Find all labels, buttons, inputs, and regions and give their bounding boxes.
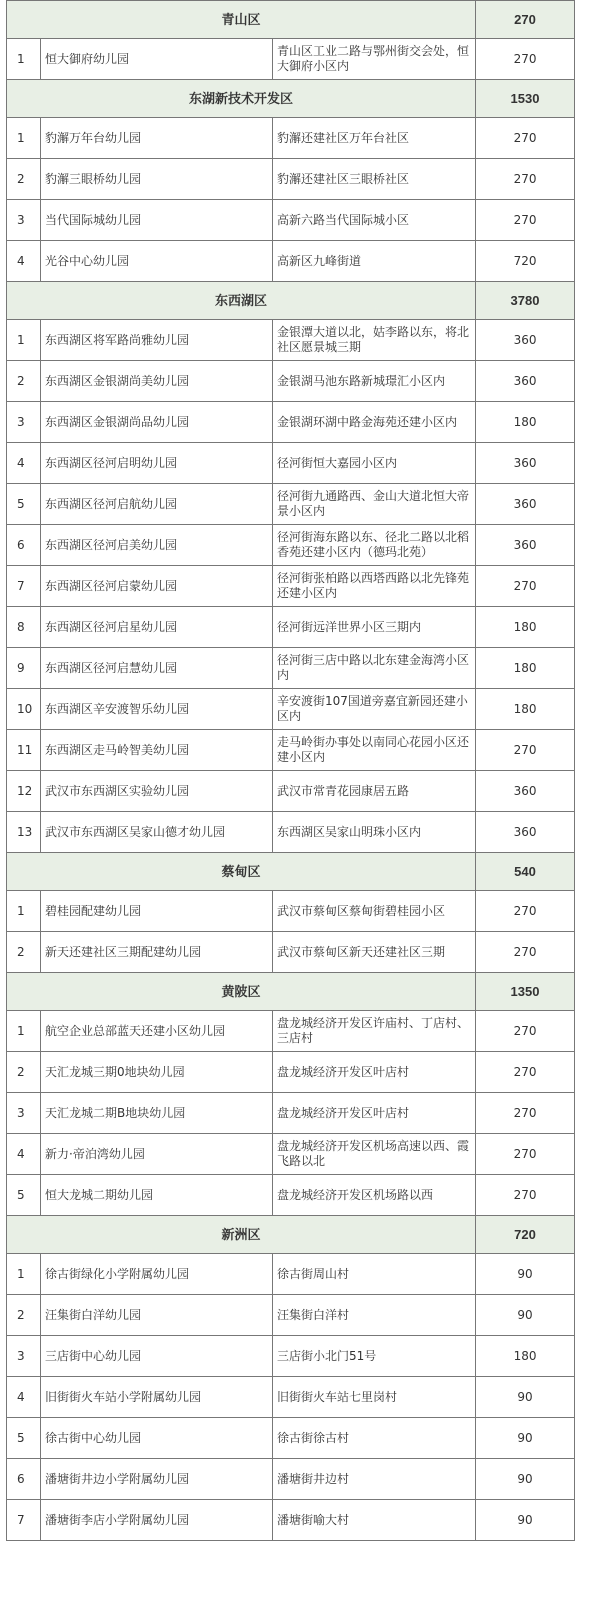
kindergarten-address: [273, 689, 476, 730]
seat-count: 270: [476, 1093, 575, 1134]
address-text: 径河街张柏路以西塔西路以北先锋苑还建小区内: [277, 571, 470, 600]
row-number: 6: [7, 1459, 41, 1500]
address-text: 汪集街白洋村: [277, 1307, 350, 1322]
seat-count: 270: [476, 891, 575, 932]
table-row: [7, 159, 575, 200]
kindergarten-name: 东西湖区径河启航幼儿园: [41, 484, 273, 525]
row-number: 1: [7, 118, 41, 159]
address-text: 盘龙城经济开发区许庙村、丁店村、三店村: [277, 1016, 470, 1045]
kindergarten-address: [273, 1093, 476, 1134]
kindergarten-address: [273, 771, 476, 812]
seat-count: 720: [476, 241, 575, 282]
seat-count: 270: [476, 39, 575, 80]
district-header-row: [7, 853, 575, 891]
seat-count: 180: [476, 607, 575, 648]
kindergarten-address: [273, 1052, 476, 1093]
row-number: 3: [7, 1336, 41, 1377]
kindergarten-address: [273, 730, 476, 771]
address-text: 盘龙城经济开发区机场路以西: [277, 1187, 434, 1202]
kindergarten-name: 潘塘街李店小学附属幼儿园: [41, 1500, 273, 1541]
kindergarten-name: 东西湖区径河启蒙幼儿园: [41, 566, 273, 607]
kindergarten-name: 汪集街白洋幼儿园: [41, 1295, 273, 1336]
address-text: 辛安渡街107国道旁嘉宜新园还建小区内: [277, 694, 468, 723]
table-row: [7, 1175, 575, 1216]
kindergarten-name: 东西湖区径河启星幼儿园: [41, 607, 273, 648]
table-row: [7, 200, 575, 241]
seat-count: 270: [476, 200, 575, 241]
row-number: 1: [7, 1011, 41, 1052]
district-total: 1350: [476, 973, 575, 1011]
district-name: 新洲区: [7, 1216, 476, 1254]
table-row: [7, 689, 575, 730]
kindergarten-address: [273, 484, 476, 525]
district-total: 540: [476, 853, 575, 891]
table-row: [7, 320, 575, 361]
district-name: 蔡甸区: [7, 853, 476, 891]
table-row: [7, 525, 575, 566]
kindergarten-name: 潘塘街井边小学附属幼儿园: [41, 1459, 273, 1500]
row-number: 4: [7, 241, 41, 282]
seat-count: 360: [476, 361, 575, 402]
district-name: 东西湖区: [7, 282, 476, 320]
row-number: 13: [7, 812, 41, 853]
row-number: 4: [7, 443, 41, 484]
address-text: 走马岭街办事处以南同心花园小区还建小区内: [277, 735, 470, 764]
address-text: 金银湖环湖中路金海苑还建小区内: [277, 414, 458, 429]
district-name: 黄陂区: [7, 973, 476, 1011]
row-number: 5: [7, 484, 41, 525]
row-number: 12: [7, 771, 41, 812]
seat-count: 270: [476, 159, 575, 200]
address-text: 径河街远洋世界小区三期内: [277, 619, 422, 634]
seat-count: 90: [476, 1459, 575, 1500]
kindergarten-address: [273, 1254, 476, 1295]
table-body: [7, 1, 575, 1541]
row-number: 3: [7, 402, 41, 443]
seat-count: 180: [476, 1336, 575, 1377]
row-number: 4: [7, 1377, 41, 1418]
seat-count: 90: [476, 1377, 575, 1418]
table-row: [7, 1093, 575, 1134]
seat-count: 90: [476, 1295, 575, 1336]
table-row: [7, 566, 575, 607]
kindergarten-address: [273, 320, 476, 361]
row-number: 1: [7, 39, 41, 80]
table-row: [7, 1377, 575, 1418]
kindergarten-name: 东西湖区走马岭智美幼儿园: [41, 730, 273, 771]
row-number: 2: [7, 1295, 41, 1336]
row-number: 4: [7, 1134, 41, 1175]
kindergarten-name: 东西湖区径河启明幼儿园: [41, 443, 273, 484]
row-number: 9: [7, 648, 41, 689]
address-text: 豹澥还建社区三眼桥社区: [277, 171, 410, 186]
table-row: [7, 730, 575, 771]
district-header-row: [7, 282, 575, 320]
row-number: 5: [7, 1418, 41, 1459]
table-row: [7, 484, 575, 525]
seat-count: 360: [476, 443, 575, 484]
seat-count: 270: [476, 1134, 575, 1175]
address-text: 潘塘街喻大村: [277, 1512, 350, 1527]
table-row: [7, 812, 575, 853]
row-number: 5: [7, 1175, 41, 1216]
table-row: [7, 1418, 575, 1459]
address-text: 径河街海东路以东、径北二路以北稻香苑还建小区内（德玛北苑）: [277, 530, 470, 559]
table-row: [7, 402, 575, 443]
table-row: [7, 771, 575, 812]
row-number: 6: [7, 525, 41, 566]
kindergarten-name: 恒大龙城二期幼儿园: [41, 1175, 273, 1216]
kindergarten-address: [273, 932, 476, 973]
row-number: 1: [7, 891, 41, 932]
kindergarten-address: [273, 1134, 476, 1175]
kindergarten-address: [273, 607, 476, 648]
row-number: 3: [7, 200, 41, 241]
district-total: 3780: [476, 282, 575, 320]
district-total: 270: [476, 1, 575, 39]
seat-count: 270: [476, 730, 575, 771]
row-number: 1: [7, 320, 41, 361]
kindergarten-name: 恒大御府幼儿园: [41, 39, 273, 80]
district-header-row: [7, 1, 575, 39]
kindergarten-name: 旧街街火车站小学附属幼儿园: [41, 1377, 273, 1418]
kindergarten-name: 东西湖区金银湖尚美幼儿园: [41, 361, 273, 402]
kindergarten-name: 碧桂园配建幼儿园: [41, 891, 273, 932]
kindergarten-address: [273, 241, 476, 282]
kindergarten-address: [273, 1011, 476, 1052]
kindergarten-name: 东西湖区将军路尚雅幼儿园: [41, 320, 273, 361]
address-text: 徐古街徐古村: [277, 1430, 350, 1445]
table-row: [7, 1011, 575, 1052]
row-number: 2: [7, 361, 41, 402]
kindergarten-address: [273, 525, 476, 566]
kindergarten-address: [273, 39, 476, 80]
seat-count: 270: [476, 566, 575, 607]
seat-count: 180: [476, 689, 575, 730]
district-header-row: [7, 1216, 575, 1254]
kindergarten-address: [273, 1336, 476, 1377]
address-text: 徐古街周山村: [277, 1266, 350, 1281]
kindergarten-address: [273, 1175, 476, 1216]
kindergarten-address: [273, 566, 476, 607]
district-total: 1530: [476, 80, 575, 118]
kindergarten-name: 东西湖区金银湖尚品幼儿园: [41, 402, 273, 443]
row-number: 2: [7, 159, 41, 200]
address-text: 武汉市蔡甸区新天还建社区三期: [277, 944, 446, 959]
kindergarten-name: 豹澥三眼桥幼儿园: [41, 159, 273, 200]
kindergarten-name: 武汉市东西湖区实验幼儿园: [41, 771, 273, 812]
seat-count: 360: [476, 320, 575, 361]
seat-count: 270: [476, 1175, 575, 1216]
address-text: 青山区工业二路与鄂州街交会处，恒大御府小区内: [277, 44, 470, 73]
table-row: [7, 39, 575, 80]
row-number: 2: [7, 932, 41, 973]
kindergarten-name: 徐古街中心幼儿园: [41, 1418, 273, 1459]
address-text: 金银潭大道以北，姑李路以东，将北社区愿景城三期: [277, 325, 470, 354]
address-text: 径河街三店中路以北东建金海湾小区内: [277, 653, 470, 682]
seat-count: 360: [476, 525, 575, 566]
address-text: 盘龙城经济开发区叶店村: [277, 1105, 410, 1120]
row-number: 8: [7, 607, 41, 648]
kindergarten-address: [273, 1295, 476, 1336]
address-text: 豹澥还建社区万年台社区: [277, 130, 410, 145]
kindergarten-address: [273, 1377, 476, 1418]
seat-count: 180: [476, 402, 575, 443]
table-row: [7, 607, 575, 648]
district-header-row: [7, 80, 575, 118]
seat-count: 90: [476, 1500, 575, 1541]
district-name: 青山区: [7, 1, 476, 39]
address-text: 盘龙城经济开发区机场高速以西、霞飞路以北: [277, 1139, 470, 1168]
kindergarten-name: 航空企业总部蓝天还建小区幼儿园: [41, 1011, 273, 1052]
address-text: 径河街九通路西、金山大道北恒大帝景小区内: [277, 489, 470, 518]
seat-count: 360: [476, 771, 575, 812]
row-number: 7: [7, 1500, 41, 1541]
kindergarten-address: [273, 648, 476, 689]
kindergarten-name: 天汇龙城二期B地块幼儿园: [41, 1093, 273, 1134]
district-total: 720: [476, 1216, 575, 1254]
table-row: [7, 1052, 575, 1093]
address-text: 武汉市常青花园康居五路: [277, 783, 410, 798]
kindergarten-name: 东西湖区径河启美幼儿园: [41, 525, 273, 566]
kindergarten-address: [273, 402, 476, 443]
kindergarten-table: [6, 0, 575, 1541]
kindergarten-address: [273, 891, 476, 932]
kindergarten-name: 东西湖区辛安渡智乐幼儿园: [41, 689, 273, 730]
kindergarten-name: 新天还建社区三期配建幼儿园: [41, 932, 273, 973]
kindergarten-name: 当代国际城幼儿园: [41, 200, 273, 241]
row-number: 7: [7, 566, 41, 607]
table-row: [7, 1336, 575, 1377]
table-row: [7, 648, 575, 689]
kindergarten-address: [273, 159, 476, 200]
kindergarten-name: 三店街中心幼儿园: [41, 1336, 273, 1377]
seat-count: 180: [476, 648, 575, 689]
kindergarten-name: 天汇龙城三期0地块幼儿园: [41, 1052, 273, 1093]
seat-count: 270: [476, 1011, 575, 1052]
kindergarten-address: [273, 1418, 476, 1459]
kindergarten-address: [273, 812, 476, 853]
seat-count: 90: [476, 1418, 575, 1459]
district-header-row: [7, 973, 575, 1011]
table-row: [7, 1254, 575, 1295]
row-number: 1: [7, 1254, 41, 1295]
kindergarten-address: [273, 118, 476, 159]
address-text: 东西湖区吴家山明珠小区内: [277, 824, 422, 839]
kindergarten-address: [273, 200, 476, 241]
district-name: 东湖新技术开发区: [7, 80, 476, 118]
kindergarten-name: 光谷中心幼儿园: [41, 241, 273, 282]
address-text: 金银湖马池东路新城璟汇小区内: [277, 373, 446, 388]
kindergarten-name: 东西湖区径河启慧幼儿园: [41, 648, 273, 689]
table-row: [7, 1500, 575, 1541]
table-row: [7, 1295, 575, 1336]
row-number: 2: [7, 1052, 41, 1093]
address-text: 三店街小北门51号: [277, 1348, 377, 1363]
seat-count: 270: [476, 118, 575, 159]
row-number: 10: [7, 689, 41, 730]
table-row: [7, 241, 575, 282]
kindergarten-name: 武汉市东西湖区吴家山德才幼儿园: [41, 812, 273, 853]
kindergarten-address: [273, 1459, 476, 1500]
seat-count: 360: [476, 484, 575, 525]
seat-count: 270: [476, 932, 575, 973]
seat-count: 360: [476, 812, 575, 853]
table-row: [7, 1459, 575, 1500]
kindergarten-address: [273, 443, 476, 484]
address-text: 径河街恒大嘉园小区内: [277, 455, 398, 470]
kindergarten-address: [273, 361, 476, 402]
address-text: 旧街街火车站七里岗村: [277, 1389, 398, 1404]
table-row: [7, 361, 575, 402]
seat-count: 270: [476, 1052, 575, 1093]
seat-count: 90: [476, 1254, 575, 1295]
kindergarten-address: [273, 1500, 476, 1541]
address-text: 高新六路当代国际城小区: [277, 212, 410, 227]
table-row: [7, 118, 575, 159]
address-text: 潘塘街井边村: [277, 1471, 350, 1486]
table-row: [7, 932, 575, 973]
row-number: 11: [7, 730, 41, 771]
kindergarten-name: 豹澥万年台幼儿园: [41, 118, 273, 159]
address-text: 盘龙城经济开发区叶店村: [277, 1064, 410, 1079]
table-row: [7, 443, 575, 484]
table-row: [7, 891, 575, 932]
kindergarten-name: 徐古街绿化小学附属幼儿园: [41, 1254, 273, 1295]
kindergarten-name: 新力·帝泊湾幼儿园: [41, 1134, 273, 1175]
address-text: 武汉市蔡甸区蔡甸街碧桂园小区: [277, 903, 446, 918]
table-row: [7, 1134, 575, 1175]
address-text: 高新区九峰街道: [277, 253, 362, 268]
row-number: 3: [7, 1093, 41, 1134]
